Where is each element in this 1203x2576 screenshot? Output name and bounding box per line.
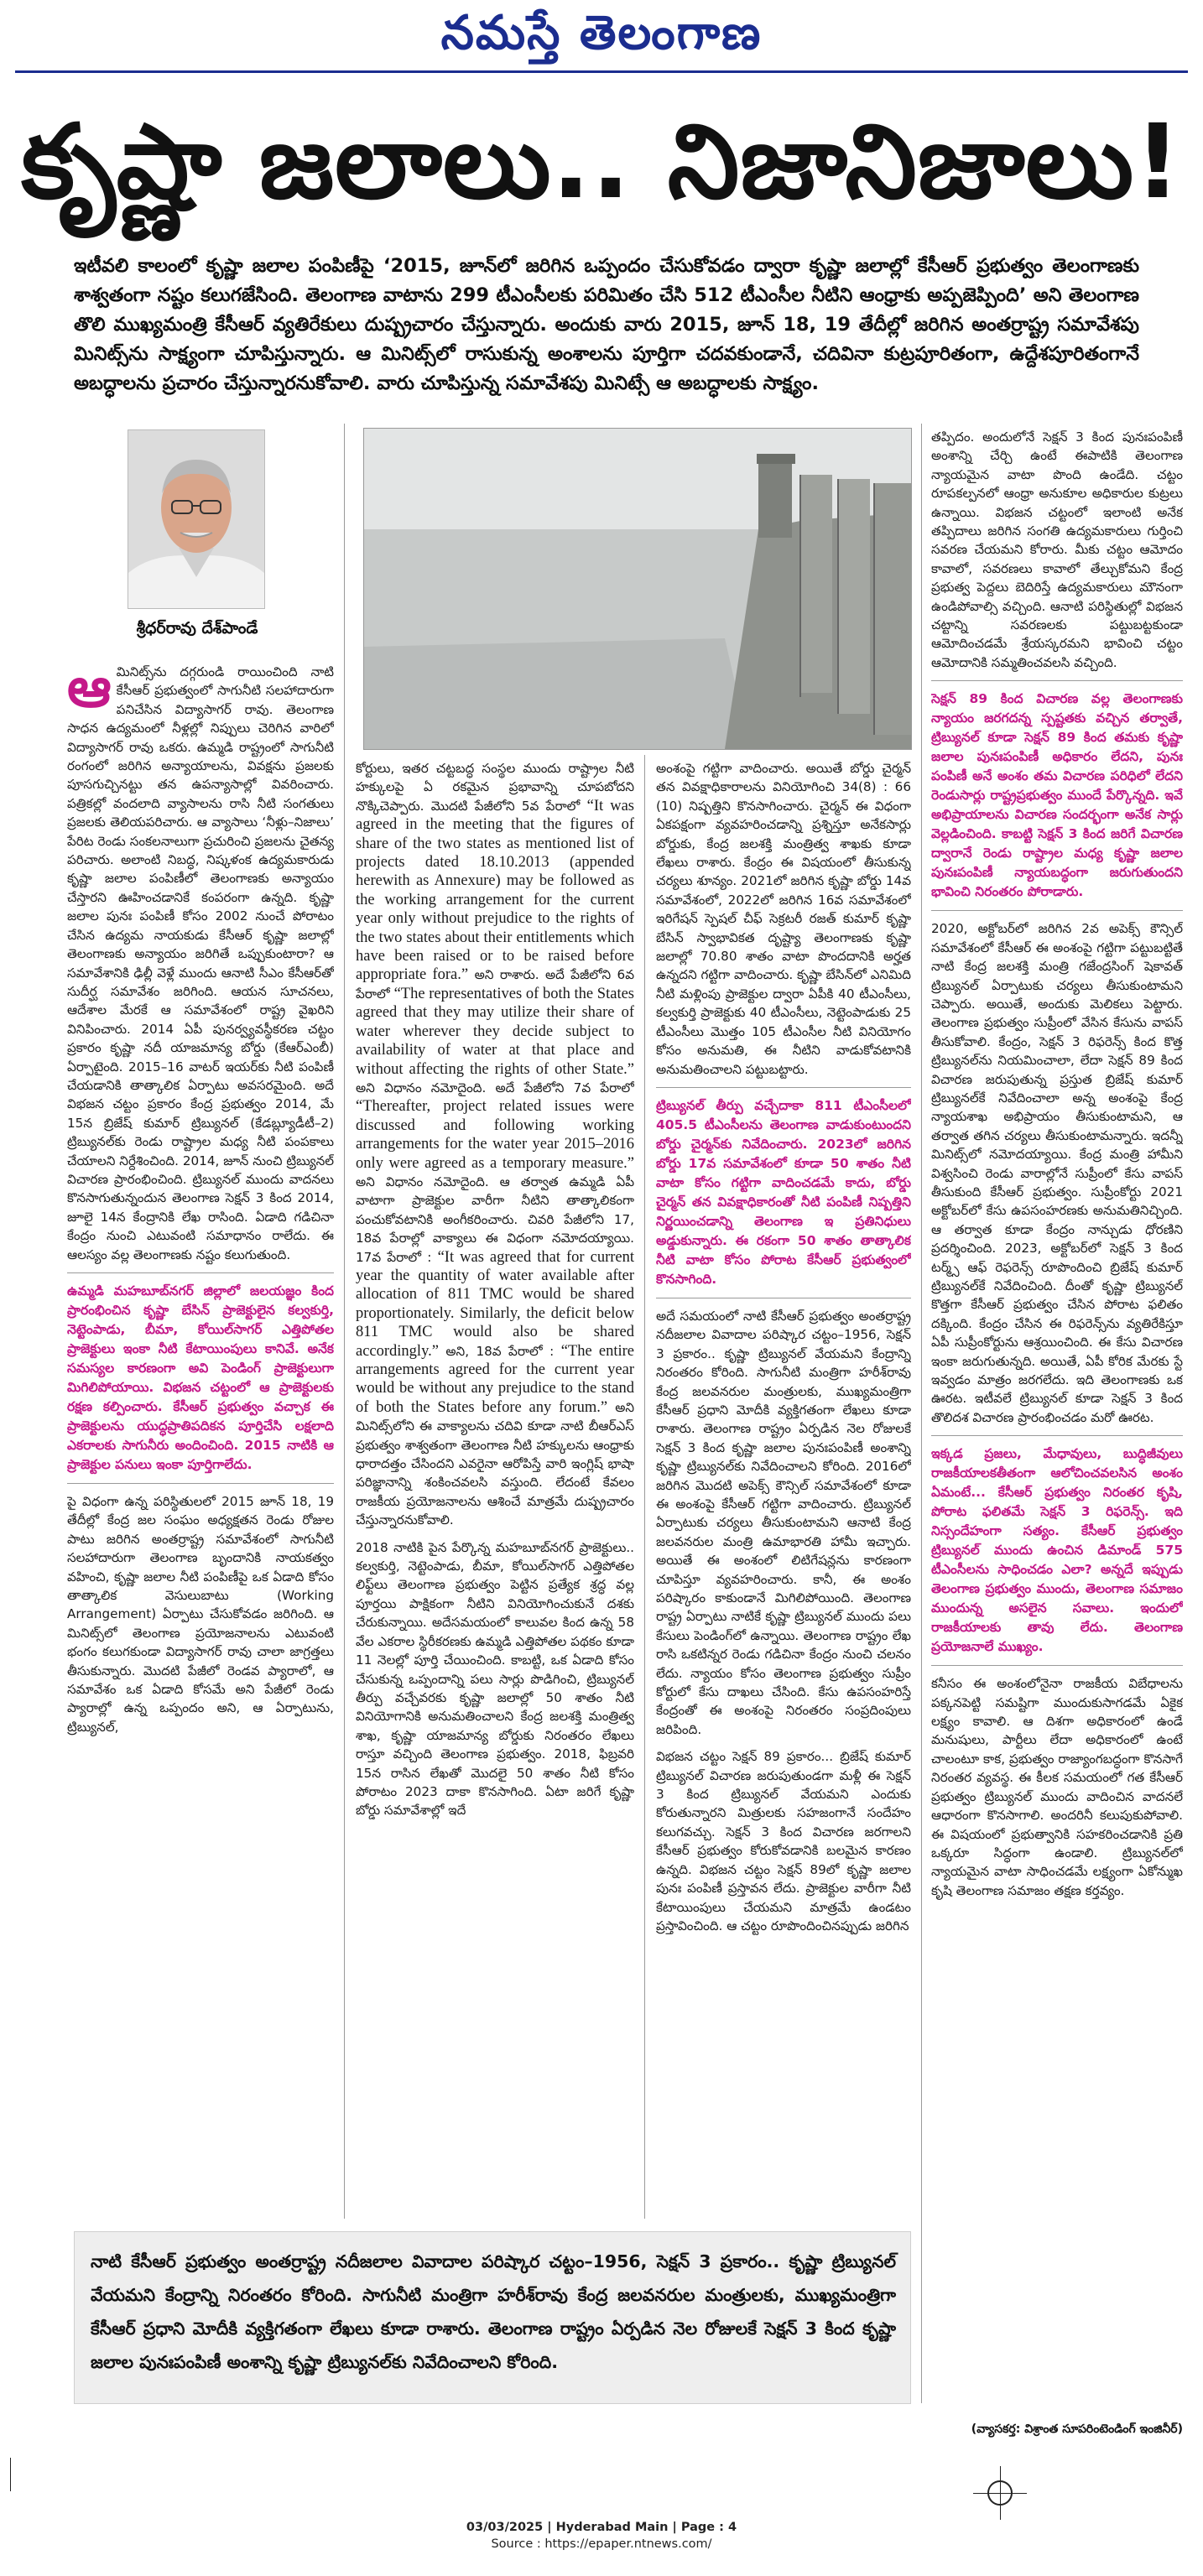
section-divider xyxy=(931,910,1183,911)
masthead-divider xyxy=(15,70,1188,73)
page-footer xyxy=(0,2519,1203,2553)
paragraph: అని, 18వ పేరాలో : xyxy=(445,1343,555,1359)
paragraph: అని మినిట్స్‌లోని ఈ వాక్యాలను చదివి కూడా నాటి బీఆర్ఎస్ ప్రభుత్వం శాశ్వతంగా తెలంగాణ నీటి హక్కులను ఆంధ్రాకు ధారాదత్తం చేసిందని ఎవరైనా ఆరోపిస్తే వారి ఇంగ్లిష్ భాషా పరిజ్ఞానాన్ని శంకించవలసి వస్తుంది. లేదంటే కేవలం రాజకీయ ప్రయోజనాలను ఆశించే మాత్రమే దుష్ప్రచారం చేస్తున్నారనుకోవాలి. xyxy=(356,1399,634,1528)
paragraph: విభజన చట్టం సెక్షన్ 89 ప్రకారం... బ్రిజేష్ కుమార్ ట్రిబ్యునల్ విచారణ జరుపుతుండగా మళ్లీ ఈ సెక్షన్ 3 కింద ట్రిబ్యునల్ వేయమని ఎందుకు కోరుతున్నారని మిత్రులకు సహజంగానే సందేహం కలుగవచ్చు. సెక్షన్ 3 కింద విచారణ జరగాలని కేసీఆర్ ప్రభుత్వం కోరుకోవడానికి బలమైన కారణం ఉన్నది. విభజన చట్టం సెక్షన్ 89లో కృష్ణా జలాల పునః పంపిణీ ప్రస్తావన లేదు. ప్రాజెక్టుల వారీగా నీటి కేటాయింపులు చేయమని మాత్రమే ఉండటం ప్రస్తావించింది. ఆ చట్టం రూపొందించినప్పుడు జరిగిన xyxy=(656,1749,911,1933)
crop-mark-icon xyxy=(10,2458,11,2491)
column-divider xyxy=(921,424,922,2403)
masthead-logo: నమస్తే తెలంగాణ xyxy=(440,5,763,60)
column-divider xyxy=(344,424,345,2219)
highlight-box: సెక్షన్ 89 కింద విచారణ వల్ల తెలంగాణకు న్యాయం జరగదన్న స్పష్టతకు వచ్చిన తర్వాతే, ట్రిబ్యునల్ కూడా సెక్షన్ 89 కింద తమకు కృష్ణా జలాల పునఃపంపిణీ అధికారం లేదని, పునః పంపిణీ అనే అంశం తమ విచారణ పరిధిలో లేదని రెండుసార్లు రాష్ట్రప్రభుత్వం ముందే పేర్కొన్నది. ఇవే అభిప్రాయాలను విచారణ సందర్భంగా అనేక సార్లు వెల్లడించింది. కాబట్టి సెక్షన్ 3 కింద జరిగే విచారణ ద్వారానే రెండు రాష్ట్రాల మధ్య కృష్ణా జలాల పునఃపంపిణీ న్యాయబద్ధంగా జరుగుతుందని భావించి నిరంతరం పోరాడారు. xyxy=(931,691,1183,900)
column-divider xyxy=(644,755,645,2219)
paragraph: అంశంపై గట్టిగా వాదించారు. అయితే బోర్డు చైర్మన్ తన వివక్షాధికారాలను వినియోగించి 34(8) : 66 (10) నిష్పత్తిని కొనసాగించారు. చైర్మన్ ఈ విధంగా ఏకపక్షంగా వ్యవహరించడాన్ని ప్రశ్నిస్తూ అనేకసార్లు బోర్డుకు, కేంద్ర జలశక్తి మంత్రిత్వ శాఖకు కూడా లేఖలు రాశారు. కేంద్రం ఈ విషయంలో తీసుకున్న చర్యలు శూన్యం. 2021లో జరిగిన కృష్ణా బోర్డు 14వ సమావేశంలో, 2022లో జరిగిన 16వ సమావేశంలో ఇరిగేషన్ స్పెషల్ చీఫ్ సెక్రటరీ రజత్ కుమార్ కృష్ణా బేసిన్ స్వాభావికత దృష్ట్యా తెలంగాణకు కృష్ణా జలాల్లో 70.80 శాతం వాటా పొందదానికి అర్హత ఉన్నదని గట్టిగా వాదించారు. కృష్ణా బేసిన్‌లో ఎనిమిది నీటి మళ్లింపు ప్రాజెక్టుల ద్వారా ఏపీకి 40 టీఎంసీలు, కల్వకుర్తి ప్రాజెక్టుకు 40 టీఎంసీలు, నెట్టెంపాడుకు 25 టీఎంసీలు మొత్తం 105 టీఎంసీల నీటి వినియోగం కోసం అనుమతి, ఈ నీటిని వాడుకోవటానికి అనుమతించాలని పట్టుబట్టారు. xyxy=(656,761,911,1077)
paragraph: తప్పిదం. అందులోనే సెక్షన్ 3 కింద పునఃపంపిణీ అంశాన్ని చేర్చి ఉంటే ఈపాటికి తెలంగాణ న్యాయమైన వాటా పొంది ఉండేది. చట్టం రూపకల్పనలో ఆంధ్రా అనుకూల అధికారుల కుట్రలు ఉన్నాయి. విభజన చట్టంలో ఇలాంటి అనేక తప్పిదాలు జరిగిన సంగతి ఉద్యమకారులు గుర్తించి సవరణ చేయమని కోరారు. మీకు చట్టం ఆమోదం కావాలో, సవరణలు కావాలో తేల్చుకోమని కేంద్ర ప్రభుత్వ పెద్దలు బెదిరిస్తే ఉద్యమకారులు మౌనంగా ఉండిపోవాల్సి వచ్చింది. ఆనాటి పరిస్థితుల్లో విభజన చట్టాన్ని సవరణలకు పట్టుబట్టకుండా ఆమోదించడమే శ్రేయస్కరమని భావించి చట్టం ఆమోదానికి సమ్మతించవలసి వచ్చింది. xyxy=(931,429,1183,670)
paragraph: అని విధానం నమోదైంది. అదే పేజీలోని 7వ పేరాలో xyxy=(356,1080,634,1095)
author-photo xyxy=(128,429,265,609)
article-headline: కృష్ణా జలాలు.. నిజానిజాలు! xyxy=(21,102,1182,221)
quote-en: “Thereafter, project related issues were discussed and following working arrangements for the water year 2015–2016 only were agreed as a temporary measure.” xyxy=(356,1098,634,1172)
paragraph: అదే సమయంలో నాటి కేసీఆర్ ప్రభుత్వం అంతర్రాష్ట్ర నదీజలాల వివాదాల పరిష్కార చట్టం–1956, సెక్షన్ 3 ప్రకారం.. కృష్ణా ట్రిబ్యునల్ వేయమని కేంద్రాన్ని నిరంతరం కోరింది. సాగునీటి మంత్రిగా హరీశ్‌రావు కేంద్ర జలవనరుల మంత్రులకు, ముఖ్యమంత్రిగా కేసీఆర్ ప్రధాని మోదీకి వ్యక్తిగతంగా లేఖలు కూడా రాశారు. తెలంగాణ రాష్ట్రం ఏర్పడిన నెల రోజులకే సెక్షన్ 3 కింద కృష్ణా జలాల పునఃపంపిణీ అంశాన్ని కృష్ణా ట్రిబ్యునల్‌కు నివేదించాలని కోరింది. 2016లో జరిగిన మొదటి అపెక్స్ కౌన్సిల్ సమావేశంలో కూడా ఈ అంశంపై కేసీఆర్ గట్టిగా వాదించారు. ట్రిబ్యునల్ ఏర్పాటుకు చర్యలు తీసుకుంటామని ఆనాటి కేంద్ర జలవనరుల మంత్రి ఉమాభారతి హామీ ఇచ్చారు. అయితే ఈ అంశంలో లిటిగేషన్లను కారణంగా చూపిస్తూ వ్యవహరించారు. కానీ, ఈ అంశం పరిష్కారం కాకుండానే మిగిలిపోయింది. తెలంగాణ రాష్ట్ర ఏర్పాటు నాటికే కృష్ణా ట్రిబ్యునల్ ముందు పలు కేసులు పెండింగ్‌లో ఉన్నాయి. తెలంగాణ రాష్ట్రం లేఖ రాసి ఒకటిన్నర రెండు గడిచినా కేంద్రం నుంచి చలనం లేదు. న్యాయం కోసం తెలంగాణ ప్రభుత్వం సుప్రీం కోర్టులో కేసు దాఖలు చేసింది. కేసు ఉపసంహరిస్తే కేంద్రంతో ఈ అంశంపై నిరంతరం సంప్రదింపులు జరిపింది. xyxy=(656,1308,911,1737)
paragraph: కోర్టులు, ఇతర చట్టబద్ధ సంస్థల ముందు రాష్ట్రాల నీటి హక్కులపై ఏ రకమైన ప్రభావాన్ని చూపబోదని నొక్కిచెప్పారు. మొదటి పేజీలోని 5వ పేరాలో xyxy=(356,761,634,814)
section-divider xyxy=(67,1483,334,1484)
footer-source: Source : https://epaper.ntnews.com/ xyxy=(491,2537,712,2551)
paragraph: 2018 నాటికి పైన పేర్కొన్న మహబూబ్‌నగర్ ప్రాజెక్టులు.. కల్వకుర్తి, నెట్టెంపాడు, బీమా, కోయిల్‌సాగర్ ఎత్తిపోతల లిఫ్ట్‌లు తెలంగాణ ప్రభుత్వం పెట్టిన ప్రత్యేక శ్రద్ధ వల్ల పూర్తయి పాక్షికంగా నీటిని వినియోగించుకునే దశకు చేరుకున్నాయి. అదేసమయంలో కాలువల కింద ఉన్న 58 వేల ఎకరాల స్థిరీకరణకు ఉమ్మడి ఎత్తిపోతల పథకం కూడా 11 నెలల్లో పూర్తి చేయించింది. కాబట్టి, ఒక ఏడాది కోసం చేసుకున్న ఒప్పందాన్ని పలు సార్లు పొడిగించి, ట్రిబ్యునల్ తీర్పు వచ్చేవరకు కృష్ణా జలాల్లో 50 శాతం నీటి వినియోగానికి అనుమతించాలని కేంద్ర జలశక్తి మంత్రిత్వ శాఖ, కృష్ణా యాజమాన్య బోర్డుకు నిరంతరం లేఖలు రాస్తూ వచ్చింది తెలంగాణ ప్రభుత్వం. 2018, ఫిబ్రవరి 15న రాసిన లేఖతో మొదలై 50 శాతం నీటి కోసం పోరాటం 2023 దాకా కొనసాగింది. ఏటా జరిగే కృష్ణా బోర్డు సమావేశాల్లో ఇదే xyxy=(356,1539,634,1819)
author-byline: శ్రీధర్‌రావు దేశ్‌పాండే xyxy=(136,619,258,637)
section-divider xyxy=(931,1665,1183,1666)
section-divider xyxy=(67,1272,334,1273)
article-column-3 xyxy=(656,759,911,2223)
author-credit: (వ్యాసకర్త: విశ్రాంత సూపరింటెండింగ్ ఇంజినీర్) xyxy=(971,2422,1183,2436)
article-column-1 xyxy=(67,663,334,2223)
summary-text: నాటి కేసీఆర్ ప్రభుత్వం అంతర్రాష్ట్ర నదీజలాల వివాదాల పరిష్కార చట్టం–1956, సెక్షన్ 3 ప్రకారం.. కృష్ణా ట్రిబ్యునల్ వేయమని కేంద్రాన్ని నిరంతరం కోరింది. సాగునీటి మంత్రిగా హరీశ్‌రావు కేంద్ర జలవనరుల మంత్రులకు, ముఖ్యమంత్రిగా కేసీఆర్ ప్రధాని మోదీకి వ్యక్తిగతంగా లేఖలు కూడా రాశారు. తెలంగాణ రాష్ట్రం ఏర్పడిన నెల రోజులకే సెక్షన్ 3 కింద కృష్ణా జలాల పునఃపంపిణీ అంశాన్ని కృష్ణా ట్రిబ్యునల్‌కు నివేదించాలని కోరింది. xyxy=(91,2251,896,2372)
article-column-4 xyxy=(931,428,1183,2407)
article-lede: ఇటీవలి కాలంలో కృష్ణా జలాల పంపిణీపై ‘2015, జూన్‌లో జరిగిన ఒప్పందం చేసుకోవడం ద్వారా కృష్ణా జలాల్లో కేసీఆర్ ప్రభుత్వం తెలంగాణకు శాశ్వతంగా నష్టం కలుగజేసింది. తెలంగాణ వాటాను 299 టీఎంసీలకు పరిమితం చేసి 512 టీఎంసీల నీటిని ఆంధ్రాకు అప్పజెప్పింది’ అని తెలంగాణ తొలి ముఖ్యమంత్రి కేసీఆర్ వ్యతిరేకులు దుష్ప్రచారం చేస్తున్నారు. అందుకు వారు 2015, జూన్ 18, 19 తేదీల్లో జరిగిన అంతర్రాష్ట్ర సమావేశపు మినిట్స్‌ను సాక్ష్యంగా చూపిస్తున్నారు. ఆ మినిట్స్‌లో రాసుకున్న అంశాలను పూర్తిగా చదవకుండానే, చదివినా కుట్రపూరితంగా, ఉద్దేశపూరితంగానే అబద్ధాలను ప్రచారం చేస్తున్నారనుకోవాలి. వారు చూపిస్తున్న సమావేశపు మినిట్సే ఆ అబద్ధాలకు సాక్ష్యం. xyxy=(74,255,1139,394)
drop-cap: ఆ xyxy=(67,663,112,720)
registration-mark-icon xyxy=(987,2480,1013,2506)
paragraph: 2020, అక్టోబర్‌లో జరిగిన 2వ అపెక్స్ కౌన్సిల్ సమావేశంలో కేసీఆర్ ఈ అంశంపై గట్టిగా పట్టుబట్టితే నాటి కేంద్ర జలశక్తి మంత్రి గజేంద్రసింగ్ షెకావత్ ట్రిబ్యునల్ ఏర్పాటుకు చర్యలు తీసుకుంటామని చెప్పారు. అయితే, అందుకు మెలికలు పెట్టారు. తెలంగాణ ప్రభుత్వం సుప్రీంలో వేసిన కేసును వాపస్ తీసుకోవాలి. కేంద్రం, సెక్షన్ 3 రిఫరెన్స్ కింద కొత్త ట్రిబ్యునల్‌ను నియమించాలా, లేదా సెక్షన్ 89 కింద విచారణ జరుపుతున్న ప్రస్తుత బ్రిజేష్ కుమార్ ట్రిబ్యునల్‌కే నివేదించాలా అన్న అంశంపై కేంద్ర న్యాయశాఖ అభిప్రాయం తీసుకుంటామని, ఆ తర్వాత తగిన చర్యలు తీసుకుంటామన్నారు. ఇదన్నీ మినిట్స్‌లో నమోదయ్యాయి. కేంద్ర మంత్రి హామీని విశ్వసించి రెండు వారాల్లోనే సుప్రీంలో కేసు వాపస్ తీసుకుంది కేసీఆర్ ప్రభుత్వం. సుప్రీంకోర్టు 2021 అక్టోబర్‌లో కేసు ఉపసంహరణకు అనుమతినిచ్చింది. ఆ తర్వాత కూడా కేంద్రం నాన్చుడు ధోరణిని ప్రదర్శించింది. 2023, అక్టోబర్‌లో సెక్షన్ 3 కింద టర్మ్స్ ఆఫ్ రెఫరెన్స్ రూపొందించి బ్రిజేష్ కుమార్ ట్రిబ్యునల్‌కే నివేదించింది. దీంతో కృష్ణా ట్రిబ్యునల్ కొత్తగా కేసీఆర్ ప్రభుత్వం చేసిన పోరాట ఫలితం దక్కింది. కేంద్రం చేసిన ఈ రిఫరెన్స్‌ను వ్యతిరేకిస్తూ ఏపీ సుప్రీంకోర్టును ఆశ్రయించింది. ఈ కేసు విచారణ ఇంకా జరుగుతున్నది. అయితే, ఏపీ కోరిక మేరకు స్టే ఇవ్వడం మాత్రం జరగలేదు. ఇది తెలంగాణకు ఒక ఊరట. ఇటీవలే ట్రిబ్యునల్ కూడా సెక్షన్ 3 కింద తొలిదశ విచారణ ప్రారంభించడం మరో ఊరట. xyxy=(931,921,1183,1425)
dam-photo xyxy=(363,428,912,750)
highlight-box: ట్రిబ్యునల్ తీర్పు వచ్చేదాకా 811 టీఎంసీలలో 405.5 టీఎంసీలను తెలంగాణ వాడుకుంటుందని బోర్డు చైర్మన్‌కు నివేదించారు. 2023లో జరిగిన బోర్డు 17వ సమావేశంలో కూడా 50 శాతం నీటి వాటా కోసం గట్టిగా వాదించడమే కాదు, బోర్డు చైర్మన్ తన వివక్షాధికారంతో నీటి పంపిణీ నిష్పత్తిని నిర్ణయించడాన్ని తెలంగాణ ఇ ప్రతినిధులు అడ్డుకున్నారు. ఈ రకంగా 50 శాతం తాత్కాలిక నీటి వాటా కోసం పోరాట కేసీఆర్ ప్రభుత్వంలో కొనసాగింది. xyxy=(656,1097,911,1287)
footer-edition: 03/03/2025 | Hyderabad Main | Page : 4 xyxy=(466,2521,737,2534)
paragraph: పై విధంగా ఉన్న పరిస్థితులలో 2015 జూన్ 18, 19 తేదీల్లో కేంద్ర జల సంఘం అధ్యక్షతన రెండు రోజుల పాటు జరిగిన అంతర్రాష్ట్ర సమావేశంలో సాగునీటి సలహాదారుగా తెలంగాణ బృందానికి నాయకత్వం వహించి, కృష్ణా జలాల నీటి పంపిణీపై ఒక ఏడాది కోసం తాత్కాలిక వెసులుబాటు (Working Arrangement) ఏర్పాటు చేసుకోవడం జరిగింది. ఆ మినిట్స్‌లో తెలంగాణ ప్రయోజనాలను ఎటువంటి భంగం కలుగకుండా విద్యాసాగర్ రావు చాలా జాగ్రత్తలు తీసుకున్నారు. మొదటి పేజీలో రెండవ ప్యారాలో, ఆ సమావేశం ఒక ఏడాది కోసమే అని పేజీలో రెండు ప్యారాల్లో ఉన్న ఒప్పందం అని, ఆ ఏర్పాటును, ట్రిబ్యునల్, xyxy=(67,1494,334,1735)
quote-en: “The representatives of both the States agreed that they may utilize their share of water wherever they decide subject to availability of water at that place and without affecting the rights of other State.” xyxy=(356,985,634,1078)
quote-en: “It was agreed that for current year the quantity of water available after allocation of 811 TMC would be shared proportionately. Similarly, the deficit below 811 TMC would also be shared accordingly.” xyxy=(356,1248,634,1360)
quote-en: “It was agreed in the meeting that the figures of share of the two states as mentioned list of projects dated 18.10.2013 (appended herewith as Annexure) may be followed as the working arrangement for the current year only without prejudice to the rights of the two states about their entitlements which have been raised or to be raised before appropriate fora.” xyxy=(356,797,634,984)
section-divider xyxy=(931,1435,1183,1436)
quote-en: “The entire arrangements agreed for the current year would be without any prejudice to the stand of both the States before any forum.” xyxy=(356,1342,634,1416)
paragraph: అని విధానం నమోదైంది. ఆ తర్వాత ఉమ్మడి ఏపీ వాటాగా ప్రాజెక్టుల వారీగా నీటిని తాత్కాలికంగా పంచుకోవటానికి అంగీకరించారు. చివరి పేజీలోని 17, 18వ పేరాల్లో వాక్యాలు ఈ విధంగా నమోదయ్యాయి. 17వ పేరాలో : xyxy=(356,1174,634,1265)
highlight-box: ఉమ్మడి మహబూబ్‌నగర్ జిల్లాలో జలయజ్ఞం కింద ప్రారంభించిన కృష్ణా బేసిన్ ప్రాజెక్టులైన కల్వకుర్తి, నెట్టెంపాడు, బీమా, కోయిల్‌సాగర్ ఎత్తిపోతల ప్రాజెక్టులు ఇంకా నీటి కేటాయింపులు కానివే. అనేక సమస్యల కారణంగా అవి పెండింగ్ ప్రాజెక్టులుగా మిగిలిపోయాయి. విభజన చట్టంలో ఆ ప్రాజెక్టులకు రక్షణ కల్పించారు. కేసీఆర్ ప్రభుత్వం వచ్చాక ఈ ప్రాజెక్టులను యుద్ధప్రాతిపదికన పూర్తిచేసి లక్షలాది ఎకరాలకు సాగునీరు అందించింది. 2015 నాటికి ఆ ప్రాజెక్టుల పనులు ఇంకా పూర్తిగాలేదు. xyxy=(67,1283,334,1472)
section-divider xyxy=(656,1087,911,1088)
highlight-box: ఇక్కడ ప్రజలు, మేధావులు, బుద్ధిజీవులు రాజకీయాలకతీతంగా ఆలోచించవలసిన అంశం ఏమంటే... కేసీఆర్ ప్రభుత్వం నిరంతర కృషి, పోరాట ఫలితమే సెక్షన్ 3 రిఫరెన్స్. ఇది నిస్సందేహంగా సత్యం. కేసీఆర్ ప్రభుత్వం ట్రిబ్యునల్ ముందు ఉంచిన డిమాండ్ 575 టీఎంసీలను సాధించడం ఎలా? అన్నదే ఇప్పుడు తెలంగాణ ప్రభుత్వం ముందు, తెలంగాణ సమాజం ముందున్న అసలైన సవాలు. ఇందులో రాజకీయాలకు తావు లేదు. తెలంగాణ ప్రయోజనాలే ముఖ్యం. xyxy=(931,1446,1183,1655)
paragraph: మినిట్స్‌ను దగ్గరుండి రాయించింది నాటి కేసీఆర్ ప్రభుత్వంలో సాగునీటి సలహాదారుగా పనిచేసిన విద్యాసాగర్ రావు. తెలంగాణ సాధన ఉద్యమంలో నీళ్లల్లో నిప్పులు చెరిగిన వారిలో విద్యాసాగర్ రావు ఒకరు. ఉమ్మడి రాష్ట్రంలో సాగునీటి రంగంలో జరిగిన అన్యాయాలను, వివక్షను ప్రజలకు పూసగుచ్చినట్టు తన ఉపన్యాసాల్లో వివరించారు. పత్రికల్లో వందలాది వ్యాసాలను రాసి నీటి సంగతులు ప్రజలకు తెలియపరిచారు. ఆ వ్యాసాలు ‘నీళ్లు–నిజాలు’ పేరిట రెండు సంకలనాలుగా ప్రచురించి ప్రజలను చైతన్య పరిచారు. అలాంటి నిబద్ధ, నిష్కళంక ఉద్యమకారుడు కృష్ణా జలాల పంపిణీలో తెలంగాణకు అన్యాయం చేస్తారని ఊహించడానికే కంపరంగా ఉన్నది. కృష్ణా జలాల పునః పంపిణీ కోసం 2002 నుంచే పోరాటం చేసిన ఉద్యమ నాయకుడు కేసీఆర్ కృష్ణా జలాల్లో తెలంగాణకు అన్యాయం జరిగితే ఒప్పుకుంటారా? ఆ సమావేశానికి ఢిల్లీ వెళ్లే ముందు ఆనాటి సీఎం కేసీఆర్‌తో సుదీర్ఘ సమావేశం జరిగింది. ఆయన సూచనలు, ఆదేశాల మేరకే ఆ సమావేశంలో రాష్ట్ర వైఖరిని వినిపించారు. 2014 ఏపీ పునర్వ్యవస్థీకరణ చట్టం ప్రకారం కృష్ణా నదీ యాజమాన్య బోర్డు (కేఆర్ఎంబీ) ఏర్పాటైంది. 2015–16 వాటర్ ఇయర్‌కు నీటి పంపిణీ చేయడానికి తాత్కాలిక ఏర్పాటు అవసరమైంది. అదే విభజన చట్టం ప్రకారం కేంద్ర ప్రభుత్వం 2014, మే 15న బ్రిజేష్ కుమార్ ట్రిబ్యునల్ (కేడబ్ల్యూడీటీ–2) ట్రిబ్యునల్‌కు రెండు రాష్ట్రాల మధ్య నీటి పంపకాలు చేయాలని నిర్దేశించింది. 2014, జూన్ నుంచి ట్రిబ్యునల్ విచారణ ప్రారంభించింది. ట్రిబ్యునల్ ముందు వాదనలు కొనసాగుతున్నందున తెలంగాణ సెక్షన్ 3 కింద 2014, జూలై 14న కేంద్రానికి లేఖ రాసింది. ఏడాది గడిచినా కేంద్రం నుంచి ఎటువంటి సమాధానం రాలేదు. ఈ ఆలస్యం వల్ల తెలంగాణకు నష్టం కలుగుతుంది. xyxy=(67,664,334,1262)
paragraph: అని రాశారు. అదే పేజీలోని 6వ పేరాలో xyxy=(356,967,634,1002)
section-divider xyxy=(931,680,1183,681)
article-column-2 xyxy=(356,759,634,2223)
paragraph: కనీసం ఈ అంశంలోనైనా రాజకీయ విబేధాలను పక్కనపెట్టి సమష్టిగా ముందుకుసాగడమే ఏకైక లక్ష్యం కావాలి. ఆ దిశగా అధికారంలో ఉండే మనుషులు, పార్టీలు లేదా అధికారంలో ఉంటే చాలంటూ కాక, ప్రభుత్వం రాజ్యాంగబద్ధంగా కొనసాగే నిరంతర వ్యవస్థ. ఈ కీలక సమయంలో గత కేసీఆర్ ప్రభుత్వం ట్రిబ్యునల్ ముందు వాదించిన వాదనలే ఆధారంగా కొనసాగాలి. అందరినీ కలుపుకుపోవాలి. ఈ విషయంలో ప్రభుత్వానికి సహకరించడానికి ప్రతి ఒక్కరూ సిద్ధంగా ఉండాలి. ట్రిబ్యునల్‌లో న్యాయమైన వాటా సాధించడమే లక్ష్యంగా ఏకోన్ముఖ కృషి తెలంగాణ సమాజం తక్షణ కర్తవ్యం. xyxy=(931,1676,1183,1898)
